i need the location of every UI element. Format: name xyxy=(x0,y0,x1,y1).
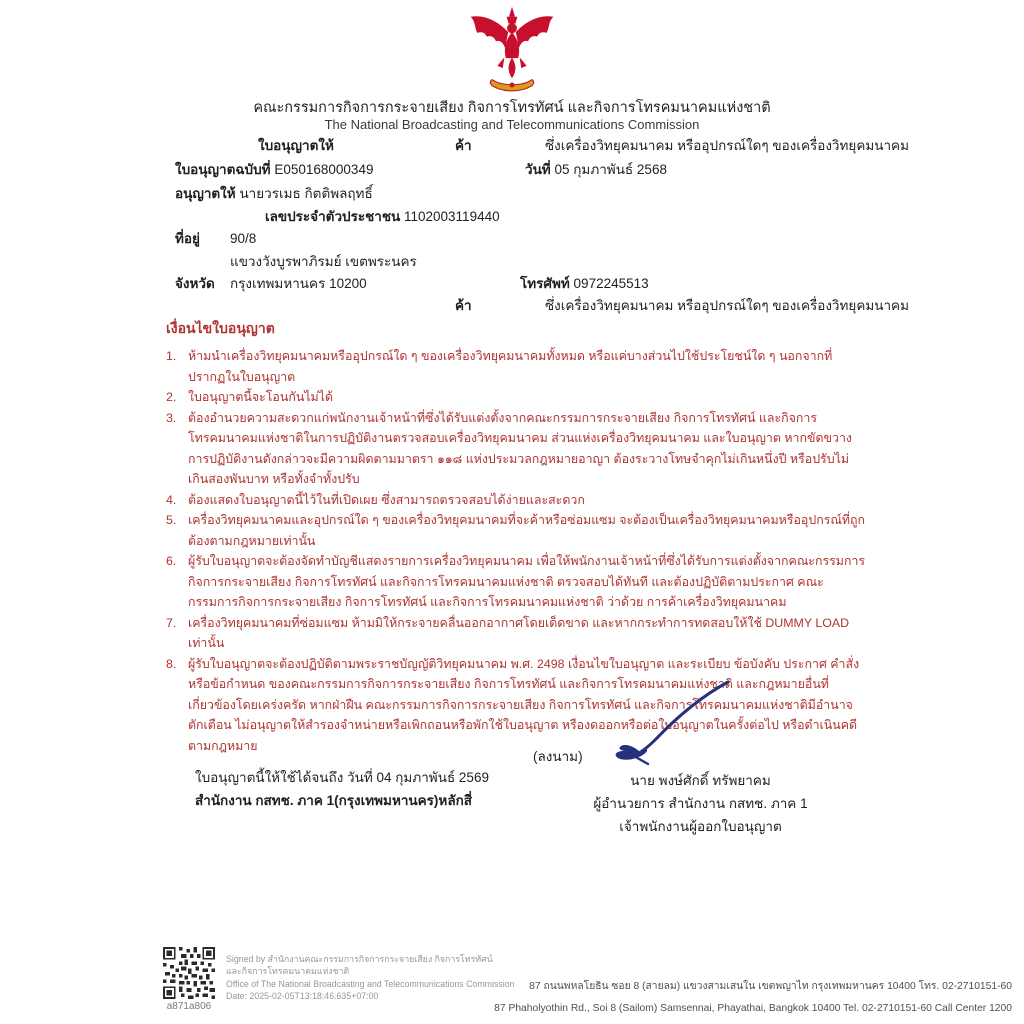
condition-number: 7. xyxy=(166,615,177,630)
garuda-emblem-icon xyxy=(464,6,560,98)
condition-text: ต้องแสดงใบอนุญาตนี้ไว้ในที่เปิดเผย ซึ่งสามารถตรวจสอบได้ง่ายและสะดวก xyxy=(188,492,585,507)
condition-number: 6. xyxy=(166,554,177,568)
address-label: ที่อยู่ xyxy=(175,231,200,246)
license-type-description-2: ซึ่งเครื่องวิทยุคมนาคม หรืออุปกรณ์ใดๆ ของเครื่องวิทยุคมนาคม xyxy=(545,298,909,313)
phone-label: โทรศัพท์ xyxy=(520,276,570,291)
citizen-id-row xyxy=(265,208,500,226)
condition-text: ผู้รับใบอนุญาตจะต้องปฏิบัติตามพระราชบัญญัติวิทยุคมนาคม พ.ศ. 2498 เงื่อนไขใบอนุญาต และระเบียบ ข้อบังคับ ประกาศ คำสั่ง หรือข้อกำหนด ของคณะกรรมการกิจการกระจายเสียง กิจการโทรทัศน์ และกิจการโทรคมนาคมแห่งชาติ และกฎหมายอื่นที่เกี่ยวข้องโดยเคร่งครัด หากฝ่าฝืน คณะกรรมการกิจการกระจายเสียง กิจการโทรทัศน์ และกิจการโทรคมนาคมแห่งชาติมีอำนาจตักเตือน ไม่อนุญาตให้สำรองจำหน่ายหรือเพิกถอนหรือพักใช้ใบอนุญาต หรืองดออกหรือต่อใบอนุญาตในครั้งต่อไป หรือดำเนินคดีตามกฎหมาย xyxy=(188,656,860,753)
condition-text: ผู้รับใบอนุญาตจะต้องจัดทำบัญชีแสดงรายการเครื่องวิทยุคมนาคม เพื่อให้พนักงานเจ้าหน้าที่ซึ่งได้รับการแต่งตั้งจากคณะกรรมการกิจการกระจายเสียง กิจการโทรทัศน์ และกิจการโทรคมนาคมแห่งชาติ ตรวจสอบได้ทันที และต้องปฏิบัติตามประกาศ คณะกรรมการกิจการกระจายเสียง กิจการโทรทัศน์ และกิจการโทรคมนาคมแห่งชาติ ว่าด้วย การค้าเครื่องวิทยุคมนาคม xyxy=(188,554,866,609)
condition-number: 8. xyxy=(166,656,177,671)
license-date-label: วันที่ xyxy=(525,162,551,177)
org-name-english: The National Broadcasting and Telecommunications Commission xyxy=(324,117,700,132)
licensee-name: นายวรเมธ กิตติพลฤทธิ์ xyxy=(239,186,373,201)
signed-by-line-3: Office of The National Broadcasting and Telecommunications Commission xyxy=(226,978,515,989)
signer-title-1: ผู้อำนวยการ สำนักงาน กสทช. ภาค 1 xyxy=(593,796,808,811)
condition-text: ห้ามนำเครื่องวิทยุคมนาคมหรืออุปกรณ์ใด ๆ ของเครื่องวิทยุคมนาคมทั้งหมด หรือแค่บางส่วนไปใช้ประโยชน์ใด ๆ นอกจากที่ปรากฏในใบอนุญาต xyxy=(188,349,833,384)
signature-ink xyxy=(598,678,733,766)
licensee-label: อนุญาตให้ xyxy=(175,186,236,201)
office-address xyxy=(492,976,1012,1020)
qr-code xyxy=(163,947,215,999)
condition-item-3 xyxy=(166,408,866,490)
province-label: จังหวัด xyxy=(175,276,215,291)
condition-text: ใบอนุญาตนี้จะโอนกันไม่ได้ xyxy=(188,390,333,404)
condition-number: 3. xyxy=(166,410,177,425)
licensee-row xyxy=(175,185,373,203)
condition-item-4 xyxy=(166,490,866,511)
condition-text: เครื่องวิทยุคมนาคมที่ซ่อมแซม ห้ามมิให้กระจายคลื่นออกอากาศโดยเด็ดขาด และหากกระทำการทดสอบให้ใช้ DUMMY LOAD เท่านั้น xyxy=(188,615,850,650)
office-address-thai: 87 ถนนพหลโยธิน ซอย 8 (สายลม) แขวงสามเสนใน เขตพญาไท กรุงเทพมหานคร 10400 โทร. 02-2710151-60 xyxy=(529,981,1012,992)
condition-number: 5. xyxy=(166,513,177,527)
license-type-value-2: ค้า xyxy=(455,298,472,313)
signed-by-line-1: Signed by สำนักงานคณะกรรมการกิจการกระจายเสียง กิจการโทรทัศน์ xyxy=(226,954,493,964)
citizen-id-value: 1102003119440 xyxy=(404,209,500,224)
phone-row xyxy=(520,275,649,293)
issuing-office-line: สำนักงาน กสทช. ภาค 1(กรุงเทพมหานคร)หลักสี่ xyxy=(195,793,473,808)
signer-title-2: เจ้าพนักงานผู้ออกใบอนุญาต xyxy=(619,819,782,834)
org-name-thai: คณะกรรมการกิจการกระจายเสียง กิจการโทรทัศน์ และกิจการโทรคมนาคมแห่งชาติ xyxy=(253,100,771,116)
condition-text: ต้องอำนวยความสะดวกแก่พนักงานเจ้าหน้าที่ซึ่งได้รับแต่งตั้งจากคณะกรรมการกระจายเสียง กิจการโทรทัศน์ และกิจการโทรคมนาคมแห่งชาติในการปฏิบัติงานตรวจสอบเครื่องวิทยุคมนาคม ส่วนแห่งเครื่องวิทยุคมนาคม และใบอนุญาต หากขัดขวางการปฏิบัติงานดังกล่าวจะมีความผิดตามมาตรา ๑๑๘ แห่งประมวลกฎหมายอาญา ต้องระวางโทษจำคุกไม่เกินหนึ่งปี หรือปรับไม่เกินสองพันบาท หรือทั้งจำทั้งปรับ xyxy=(188,410,852,486)
signed-date: Date: 2025-02-05T13:18:46.635+07:00 xyxy=(226,990,379,1001)
signer-name: นาย พงษ์ศักดิ์ ทรัพยาคม xyxy=(630,773,771,788)
condition-number: 1. xyxy=(166,349,177,363)
condition-item-5 xyxy=(166,510,866,551)
condition-text: เครื่องวิทยุคมนาคมและอุปกรณ์ใด ๆ ของเครื่องวิทยุคมนาคมที่จะค้าหรือซ่อมแซม จะต้องเป็นเครื่องวิทยุคมนาคมหรืออุปกรณ์ที่ถูกต้องตามกฎหมายเท่านั้น xyxy=(188,513,866,548)
qr-code-caption: a871a806 xyxy=(166,1001,212,1012)
condition-number: 4. xyxy=(166,492,177,507)
license-type-description: ซึ่งเครื่องวิทยุคมนาคม หรืออุปกรณ์ใดๆ ของเครื่องวิทยุคมนาคม xyxy=(545,138,909,153)
license-type-value: ค้า xyxy=(455,138,472,153)
conditions-section xyxy=(166,318,866,756)
sign-here-label: (ลงนาม) xyxy=(533,749,583,764)
expiry-line: ใบอนุญาตนี้ให้ใช้ได้จนถึง วันที่ 04 กุมภาพันธ์ 2569 xyxy=(195,770,489,785)
address-line1: 90/8 xyxy=(230,231,257,246)
signed-by-line-2: และกิจการโทรคมนาคมแห่งชาติ xyxy=(226,966,350,977)
office-address-english: 87 Phaholyothin Rd., Soi 8 (Sailom) Samsennai, Phayathai, Bangkok 10400 Tel. 02-2710151-60 Call Center 1200 xyxy=(494,1003,1012,1014)
license-number-value: E050168000349 xyxy=(274,162,374,177)
license-number-label: ใบอนุญาตฉบับที่ xyxy=(175,162,271,177)
conditions-title: เงื่อนไขใบอนุญาต xyxy=(166,320,275,336)
condition-item-8 xyxy=(166,654,866,757)
license-date-row xyxy=(525,161,667,179)
address-line2: แขวงวังบูรพาภิรมย์ เขตพระนคร xyxy=(230,254,417,269)
license-number-row xyxy=(175,161,373,179)
license-type-label: ใบอนุญาตให้ xyxy=(258,138,334,153)
condition-item-2 xyxy=(166,387,866,408)
citizen-id-label: เลขประจำตัวประชาชน xyxy=(265,209,401,224)
digital-signature-info xyxy=(226,953,515,1002)
license-date-value: 05 กุมภาพันธ์ 2568 xyxy=(554,162,667,177)
condition-item-1 xyxy=(166,346,866,387)
condition-item-7 xyxy=(166,613,866,654)
phone-value: 0972245513 xyxy=(573,276,649,291)
condition-number: 2. xyxy=(166,390,177,404)
condition-item-6 xyxy=(166,551,866,613)
province-value: กรุงเทพมหานคร 10200 xyxy=(230,276,367,291)
